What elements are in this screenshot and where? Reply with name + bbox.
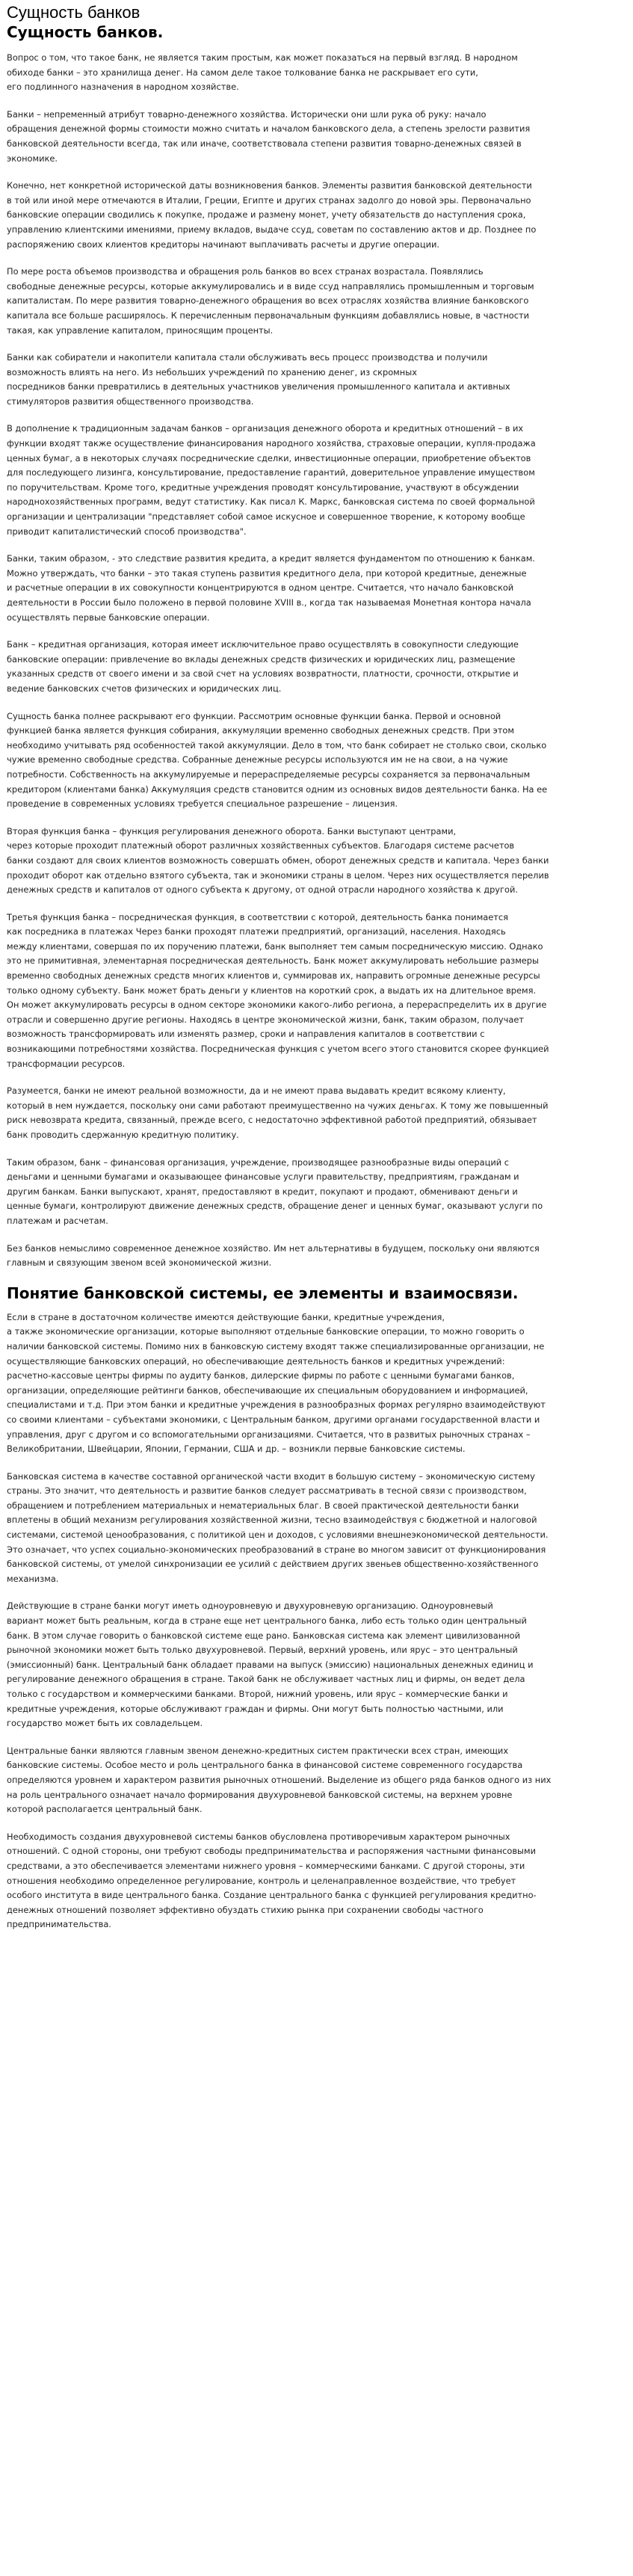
- paragraph: Банки как собиратели и накопители капитала стали обслуживать весь процесс производства и получили возможность влиять на него. Из небольших учреждений по хранению денег, из скромных посредников банки превратились в деятельных участников увеличения промышленного капитала и активных стимуляторов развития общественного производства.: [7, 352, 510, 407]
- paragraph: По мере роста объемов производства и обращения роль банков во всех странах возрастала. Появлялись свободные денежные ресурсы, которые аккумулировались и в виде ссуд направлялись промышленным и торговым капиталистам. По мере развития товарно-денежного обращения во всех отраслях хозяйства влияние банковского капитала все больше расширялось. К перечисленным первоначальным функциям добавлялись новые, в частности такая, как управление капиталом, приносящим проценты.: [7, 266, 534, 336]
- section-banking-system: [7, 1310, 626, 1932]
- section-heading: Понятие банковской системы, ее элементы и взаимосвязи.: [7, 1284, 519, 1302]
- paragraph: Банковская система в качестве составной органической части входит в большую систему – экономическую систему страны. Это значит, что деятельность и развитие банков следует рассматривать в тесной связи с производством, обращением и потреблением материальных и нематериальных благ. В своей практической деятельности банки вплетены в общий механизм регулирования хозяйственной жизни, тесно взаимодействуя с бюджетной и налоговой системами, системой ценообразования, с политикой цен и доходов, с условиями внешнеэкономической деятельности. Это означает, что успех социально-экономических преобразований в стране во многом зависит от функционирования банковской системы, от умелой синхронизации ее усилий с действием других звеньев общественно-хозяйственного механизма.: [7, 1470, 549, 1584]
- page-title: Сущность банков: [7, 3, 141, 22]
- paragraph: Конечно, нет конкретной исторической даты возникновения банков. Элементы развития банковской деятельности в той или иной мере отмечаются в Италии, Греции, Египте и других странах задолго до новой эры. Первоначально банковские операции сводились к покупке, продаже и размену монет, учету обязательств до наступления срока, управлению клиентскими имениями, приему вкладов, выдаче ссуд, советам по составлению актов и др. Позднее по распоряжению своих клиентов кредиторы начинают выплачивать расчеты и другие операции.: [7, 180, 537, 250]
- paragraph: Если в стране в достаточном количестве имеются действующие банки, кредитные учреждения, а также экономические организации, которые выполняют отдельные банковские операции, то можно говорить о наличии банковской системы. Помимо них в банковскую систему входят также специализированные организации, не осуществляющие банковских операций, но обеспечивающие деятельность банков и кредитных учреждений: расчетно-кассовые центры фирмы по аудиту банков, дилерские фирмы по работе с ценными бумагами банков, организации, определяющие рейтинги банков, обеспечивающие их специальным оборудованием и информацией, специалистами и т.д. При этом банки и кредитные учреждения в разнообразных формах регулярно взаимодействуют со своими клиентами – субъектами экономики, с Центральным банком, другими органами государственной власти и управления, друг с другом и со вспомогательными организациями. Считается, что в развитых рыночных странах – Великобритании, Швейцарии, Японии, Германии, США и др. – возникли первые банковские системы.: [7, 1311, 546, 1455]
- paragraph: Банк – кредитная организация, которая имеет исключительное право осуществлять в совокупности следующие банковские операции: привлечение во вклады денежных средств физических и юридических лиц, размещение указанных средств от своего имени и за свой счет на условиях возвратности, платности, срочности, открытие и ведение банковских счетов физических и юридических лиц.: [7, 639, 519, 694]
- paragraph: Без банков немыслимо современное денежное хозяйство. Им нет альтернативы в будущем, поскольку они являются главным и связующим звеном всей экономической жизни.: [7, 1242, 540, 1269]
- paragraph: Центральные банки являются главным звеном денежно-кредитных систем практически всех стран, имеющих банковские системы. Особое место и роль центрального банка в финансовой системе современного государства определяются уровнем и характером развития рыночных отношений. Выделение из общего ряда банков одного из них на роль центрального означает начало формирования двухуровневой банковской системы, на верхнем уровне которой располагается центральный банк.: [7, 1745, 552, 1815]
- paragraph: Необходимость создания двухуровневой системы банков обусловлена противоречивым характером рыночных отношений. С одной стороны, они требуют свободы предпринимательства и распоряжения частными финансовыми средствами, а это обеспечивается элементами нижнего уровня – коммерческими банками. С другой стороны, эти отношения необходимо определенное регулирование, контроль и целенаправленное воздействие, что требует особого института в виде центрального банка. Создание центрального банка с функцией регулирования кредитно- денежных отношений позволяет эффективно обуздать стихию рынка при сохранении свободы частного предпринимательства.: [7, 1831, 537, 1930]
- paragraph: Таким образом, банк – финансовая организация, учреждение, производящее разнообразные виды операций с деньгами и ценными бумагами и оказывающее финансовые услуги правительству, предприятиям, гражданам и другим банкам. Банки выпускают, хранят, предоставляют в кредит, покупают и продают, обменивают деньги и ценные бумаги, контролируют движение денежных средств, обращение денег и ценных бумаг, оказывают услуги по платежам и расчетам.: [7, 1156, 543, 1226]
- paragraph: Вопрос о том, что такое банк, не является таким простым, как может показаться на первый взгляд. В народном обиходе банки – это хранилища денег. На самом деле такое толкование банка не раскрывает его сути, его подлинного назначения в народном хозяйстве.: [7, 52, 518, 93]
- paragraph: Вторая функция банка – функция регулирования денежного оборота. Банки выступают центрами, через которые проходит платежный оборот различных хозяйственных субъектов. Благодаря системе расчетов банки создают для своих клиентов возможность совершать обмен, оборот денежных средств и капитала. Через банки проходит оборот как отдельно взятого субъекта, так и экономики страны в целом. Через них осуществляется перелив денежных средств и капиталов от одного субъекта к другому, от одной отрасли народного хозяйства к другой.: [7, 825, 549, 896]
- paragraph: В дополнение к традиционным задачам банков – организация денежного оборота и кредитных отношений – в их функции входят также осуществление финансирования народного хозяйства, страховые операции, купля-продажа ценных бумаг, а в некоторых случаях посреднические сделки, инвестиционные операции, приобретение объектов для последующего лизинга, консультирование, предоставление гарантий, доверительное управление имуществом по поручительствам. Кроме того, кредитные учреждения проводят консультирование, участвуют в обсуждении народнохозяйственных программ, ведут статистику. Как писал К. Маркс, банковская система по своей формальной организации и централизации "представляет собой самое искусное и совершенное творение, к которому вообще приводит капиталистический способ производства".: [7, 423, 536, 537]
- paragraph: Банки, таким образом, - это следствие развития кредита, а кредит является фундаментом по отношению к банкам. Можно утверждать, что банки – это такая ступень развития кредитного дела, при которой кредитные, денежные и расчетные операции в их совокупности концентрируются в одном центре. Считается, что начало банковской деятельности в России было положено в первой половине XVIII в., когда так называемая Монетная контора начала осуществлять первые банковские операции.: [7, 553, 535, 623]
- article-heading: Сущность банков.: [7, 23, 164, 41]
- paragraph: Действующие в стране банки могут иметь одноуровневую и двухуровневую организацию. Одноуровневый вариант может быть реальным, когда в стране еще нет центрального банка, либо есть только один центральный банк. В этом случае говорить о банковской системе еще рано. Банковская система как элемент цивилизованной рыночной экономики может быть только двухуровневой. Первый, верхний уровень, или ярус – это центральный (эмиссионный) банк. Центральный банк обладает правами на выпуск (эмиссию) национальных денежных единиц и регулирование денежного обращения в стране. Такой банк не обслуживает частных лиц и фирмы, он ведет дела только с государством и коммерческими банками. Второй, нижний уровень, или ярус – коммерческие банки и кредитные учреждения, которые обслуживают граждан и фирмы. Они могут быть полностью частными, или государство может быть их совладельцем.: [7, 1600, 534, 1729]
- section-bank-essence: [7, 51, 626, 1271]
- paragraph: Сущность банка полнее раскрывают его функции. Рассмотрим основные функции банка. Первой и основной функцией банка является функция собирания, аккумуляции временно свободных денежных средств. При этом необходимо учитывать ряд особенностей такой аккумуляции. Дело в том, что банк собирает не столько свои, сколько чужие временно свободные средства. Собранные денежные ресурсы используются им не на свои, а на чужие потребности. Собственность на аккумулируемые и перераспределяемые ресурсы сохраняется за первоначальным кредитором (клиентами банка) Аккумуляция средств становится одним из основных видов деятельности банка. На ее проведение в современных условиях требуется специальное разрешение – лицензия.: [7, 710, 548, 810]
- paragraph: Третья функция банка – посредническая функция, в соответствии с которой, деятельность банка понимается как посредника в платежах Через банки проходят платежи предприятий, организаций, населения. Находясь между клиентами, совершая по их поручению платежи, банк выполняет тем самым посредническую миссию. Однако это не примитивная, элементарная посредническая деятельность. Банк может аккумулировать небольшие размеры временно свободных денежных средств многих клиентов и, суммировав их, направить огромные денежные ресурсы только одному субъекту. Банк может брать деньги у клиентов на короткий срок, а выдать их на длительное время. Он может аккумулировать ресурсы в одном секторе экономики какого-либо региона, а перераспределить их в другие отрасли и совершенно другие регионы. Находясь в центре экономической жизни, банк, таким образом, получает возможность трансформировать или изменять размер, сроки и направления капиталов в соответствии с возникающими потребностями хозяйства. Посредническая функция с учетом всего этого становится скорее функцией трансформации ресурсов.: [7, 911, 549, 1069]
- paragraph: Разумеется, банки не имеют реальной возможности, да и не имеют права выдавать кредит всякому клиенту, который в нем нуждается, поскольку они сами работают преимущественно на чужих деньгах. К тому же повышенный риск невозврата кредита, связанный, прежде всего, с недостаточно эффективной работой предприятий, обязывает банк проводить сдержанную кредитную политику.: [7, 1085, 549, 1140]
- paragraph: Банки – непременный атрибут товарно-денежного хозяйства. Исторически они шли рука об руку: начало обращения денежной формы стоимости можно считать и началом банковского дела, а степень зрелости развития банковской деятельности всегда, так или иначе, соответствовала степени развития товарно-денежных связей в экономике.: [7, 108, 531, 164]
